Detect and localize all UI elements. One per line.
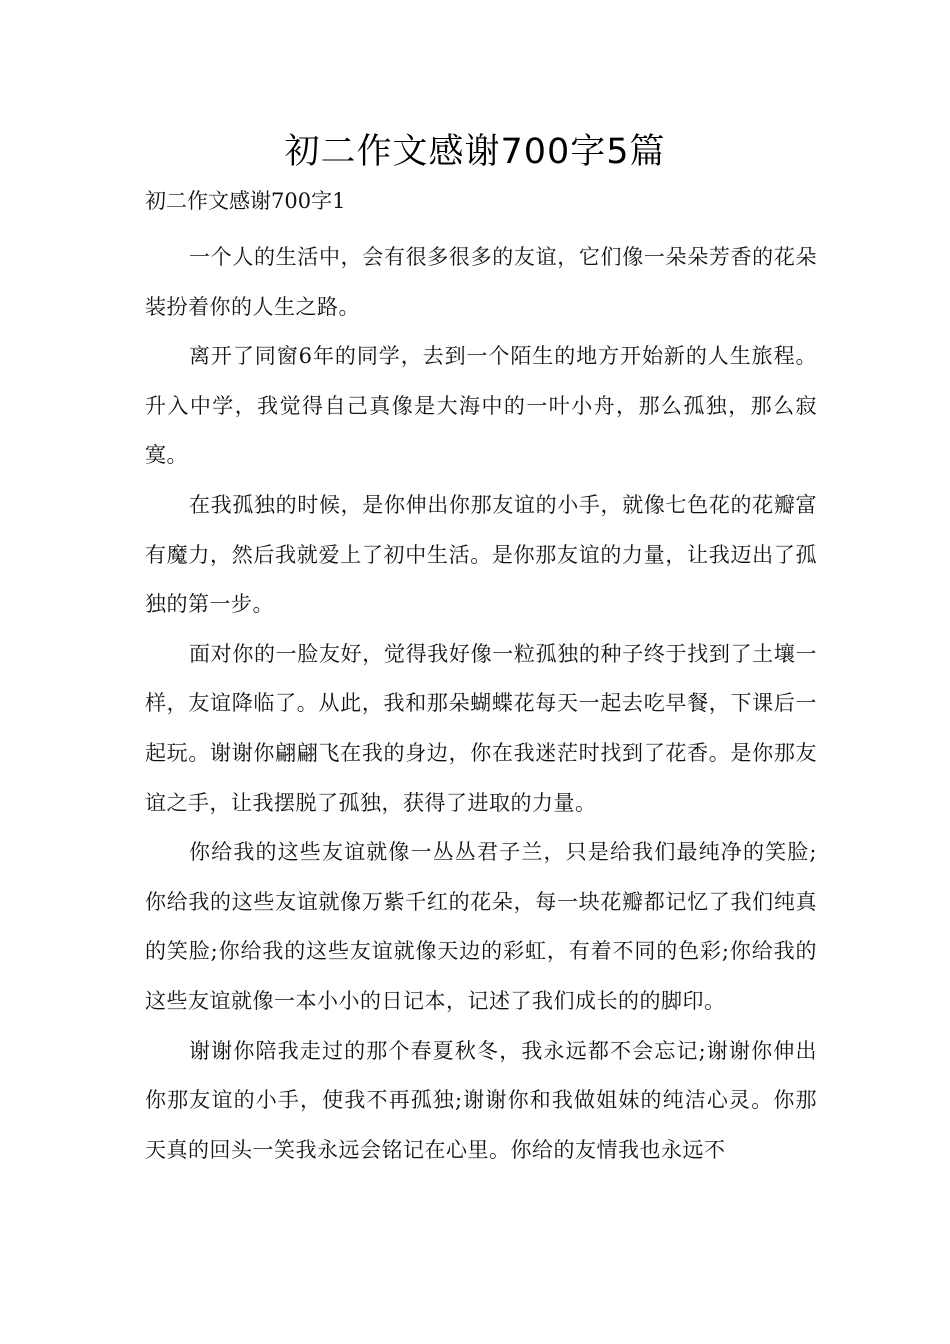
paragraph-1: 一个人的生活中，会有很多很多的友谊，它们像一朵朵芳香的花朵装扮着你的人生之路。: [145, 245, 817, 319]
paragraph-2: 离开了同窗6年的同学，去到一个陌生的地方开始新的人生旅程。升入中学，我觉得自己真像是大海中的一叶小舟，那么孤独，那么寂寞。: [145, 344, 817, 468]
paragraph-6: 谢谢你陪我走过的那个春夏秋冬，我永远都不会忘记;谢谢你伸出你那友谊的小手，使我不再孤独;谢谢你和我做姐妹的纯洁心灵。你那天真的回头一笑我永远会铭记在心里。你给的友情我也永远不: [145, 1038, 817, 1162]
document-title: 初二作文感谢700字5篇: [284, 132, 666, 172]
section-heading: 初二作文感谢700字1: [145, 189, 346, 213]
essay-body: [145, 233, 817, 1175]
paragraph-3: 在我孤独的时候，是你伸出你那友谊的小手，就像七色花的花瓣富有魔力，然后我就爱上了初中生活。是你那友谊的力量，让我迈出了孤独的第一步。: [145, 492, 817, 617]
paragraph-4: 面对你的一脸友好，觉得我好像一粒孤独的种子终于找到了土壤一样，友谊降临了。从此，我和那朵蝴蝶花每天一起去吃早餐，下课后一起玩。谢谢你翩翩飞在我的身边，你在我迷茫时找到了花香。是你那友谊之手，让我摆脱了孤独，获得了进取的力量。: [145, 641, 817, 815]
paragraph-5: 你给我的这些友谊就像一丛丛君子兰，只是给我们最纯净的笑脸;你给我的这些友谊就像万紫千红的花朵，每一块花瓣都记忆了我们纯真的笑脸;你给我的这些友谊就像天边的彩虹，有着不同的色彩;你给我的这些友谊就像一本小小的日记本，记述了我们成长的的脚印。: [145, 840, 817, 1013]
